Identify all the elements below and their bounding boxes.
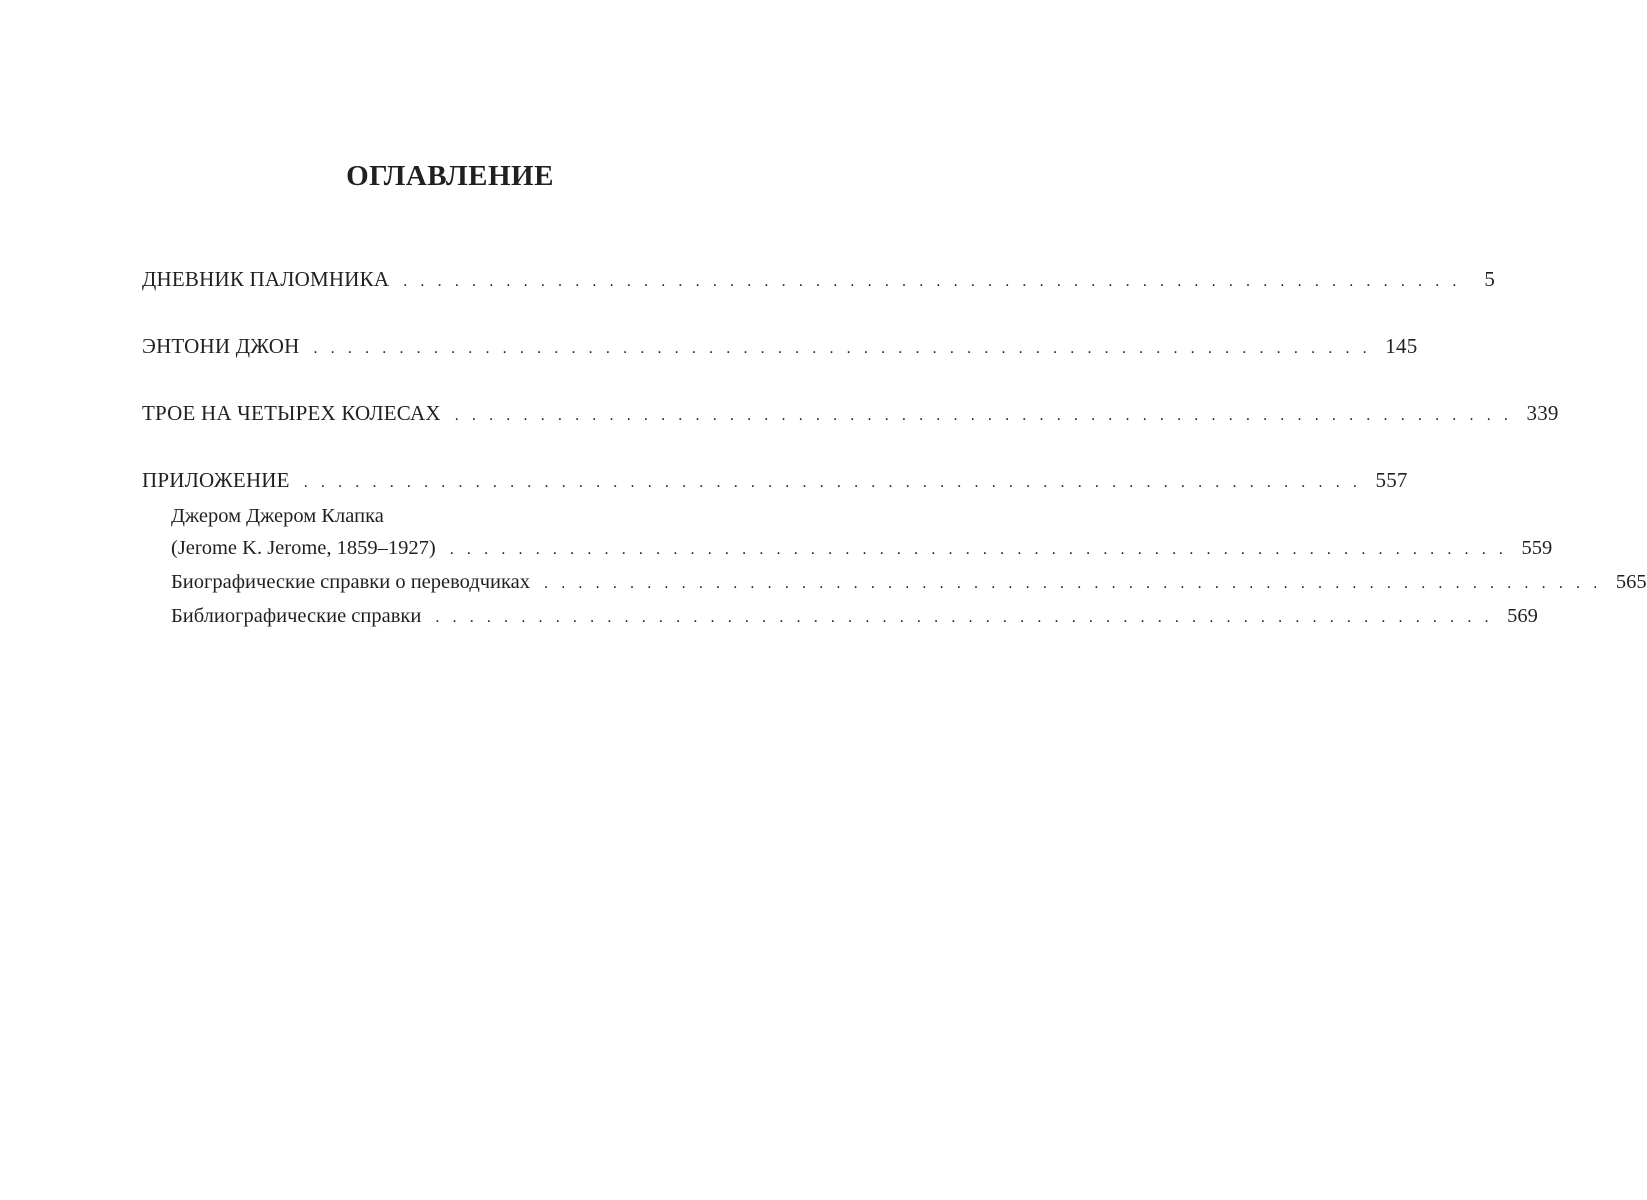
dot-leader: . . . . . . . . . . . . . . . . . . . . . . . . . . . . . . . . . . . . . . . . . . . . . . . . . . . . . . . . . . . . . . xyxy=(303,474,1362,491)
toc-entry-anthony-john[interactable] xyxy=(142,329,1418,366)
toc-entry-title: Библиографические справки xyxy=(171,605,422,627)
dot-leader: . . . . . . . . . . . . . . . . . . . . . . . . . . . . . . . . . . . . . . . . . . . . . . . . . . . . . . . . . . . . . . xyxy=(313,340,1372,357)
page-title: ОГЛАВЛЕНИЕ xyxy=(346,160,554,192)
toc-subentry-author-line1: Джером Джером Клапка xyxy=(171,505,384,527)
toc-entry-three-on-wheels[interactable] xyxy=(142,396,1559,433)
toc-page-number: 339 xyxy=(1526,401,1559,425)
dot-leader: . . . . . . . . . . . . . . . . . . . . . . . . . . . . . . . . . . . . . . . . . . . . . . . . . . . . . . . . . . . . . . xyxy=(454,407,1513,424)
toc-entry-title: ЭНТОНИ ДЖОН xyxy=(142,334,300,358)
toc-page-number: 5 xyxy=(1484,267,1496,291)
toc-subentry-translators[interactable] xyxy=(142,566,1647,600)
toc-entry-title: ТРОЕ НА ЧЕТЫРЕХ КОЛЕСАХ xyxy=(142,401,441,425)
toc-entry-title: ДНЕВНИК ПАЛОМНИКА xyxy=(142,267,390,291)
dot-leader: . . . . . . . . . . . . . . . . . . . . . . . . . . . . . . . . . . . . . . . . . . . . . . . . . . . . . . . . . . . . . . xyxy=(435,609,1494,626)
toc-page-number: 565 xyxy=(1615,571,1647,593)
toc-entry-title: ПРИЛОЖЕНИЕ xyxy=(142,468,290,492)
toc-page-number: 569 xyxy=(1507,605,1538,627)
dot-leader: . . . . . . . . . . . . . . . . . . . . . . . . . . . . . . . . . . . . . . . . . . . . . . . . . . . . . . . . . . . . . . xyxy=(403,273,1462,290)
toc-entry-title: (Jerome K. Jerome, 1859–1927) xyxy=(171,537,436,559)
table-of-contents xyxy=(142,262,1647,634)
toc-page-number: 557 xyxy=(1375,468,1408,492)
toc-entry-pilgrim-diary[interactable] xyxy=(142,262,1496,299)
toc-subentry-bibliography[interactable] xyxy=(142,600,1538,634)
toc-entry-title: Биографические справки о переводчиках xyxy=(171,571,531,593)
dot-leader: . . . . . . . . . . . . . . . . . . . . . . . . . . . . . . . . . . . . . . . . . . . . . . . . . . . . . . . . . . . . . . xyxy=(544,575,1602,592)
toc-subentry-author[interactable] xyxy=(142,532,1553,566)
toc-page-number: 145 xyxy=(1385,334,1418,358)
dot-leader: . . . . . . . . . . . . . . . . . . . . . . . . . . . . . . . . . . . . . . . . . . . . . . . . . . . . . . . . . . . . . . xyxy=(449,541,1508,558)
toc-entry-appendix[interactable] xyxy=(142,463,1408,500)
toc-page-number: 559 xyxy=(1521,537,1553,559)
